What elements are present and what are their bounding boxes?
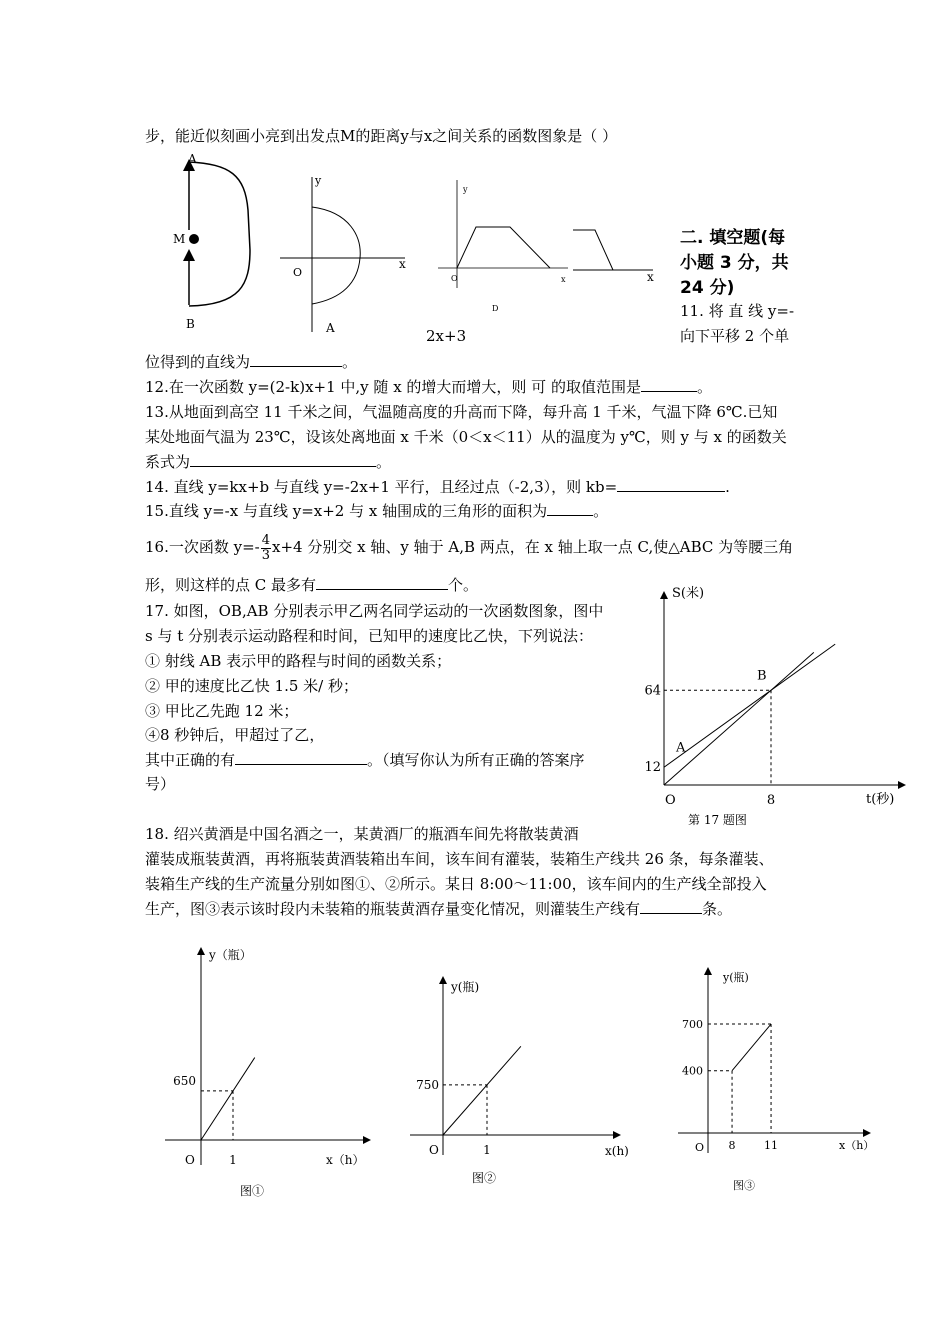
q13-line2: 某处地面气温为 23℃，设该处离地面 x 千米（0＜x＜11）从的温度为 y℃，则 y 与 x 的函数关: [145, 428, 787, 446]
figure-17-chart: [640, 580, 910, 830]
q13-end: 。: [376, 453, 392, 471]
q17-statement-4: ④8 秒钟后，甲超过了乙，: [145, 726, 325, 744]
q16-part1: 16.一次函数 y=-: [145, 538, 260, 556]
q18-line1: 18. 绍兴黄酒是中国名酒之一，某黄酒厂的瓶酒车间先将散装黄酒: [145, 825, 579, 843]
q12-line: [145, 375, 712, 399]
option-d-caption: D: [492, 304, 499, 313]
chart-1-caption: 图①: [240, 1184, 265, 1198]
x-label: x: [399, 257, 406, 271]
q16-line1: [145, 533, 793, 563]
q14-line: [145, 475, 730, 499]
line-ab: [664, 644, 835, 767]
x-label: x: [561, 275, 566, 284]
q11-line: [145, 350, 357, 374]
track-figure: [170, 150, 270, 335]
y-label: y: [315, 174, 322, 187]
y-axis-label: S(米): [672, 586, 705, 601]
q15-answer-blank[interactable]: [547, 499, 593, 516]
origin-label: O: [293, 266, 303, 279]
q18-line2: 灌装成瓶装黄酒，再将瓶装黄酒装箱出车间，该车间有灌装，装箱生产线共 26 条，每条灌装、: [145, 850, 774, 868]
y-tick-750: 750: [416, 1077, 439, 1092]
line-ob: [664, 652, 814, 785]
stray-expression: 2x+3: [426, 327, 467, 345]
q17-line8: 号）: [145, 775, 176, 793]
option-a-caption: A: [326, 321, 335, 335]
q16-fraction: [261, 534, 271, 563]
q11-end: 。: [342, 353, 358, 371]
q16-line2: [145, 573, 478, 597]
section-heading-1: 二. 填空题(每: [680, 228, 786, 248]
q15-line: [145, 499, 608, 523]
q17-line1: 17. 如图，OB,AB 分别表示甲乙两名同学运动的一次函数图象，图中: [145, 602, 604, 620]
x-tick-8: 8: [766, 793, 776, 808]
track-label-b: B: [186, 317, 195, 331]
q17-line7-end: 。（填写你认为所有正确的答案序: [367, 751, 585, 769]
figure-18-chart-2: [405, 955, 635, 1190]
track-arc: [189, 162, 250, 306]
y-axis-label: y(瓶): [723, 971, 749, 984]
y-label: y: [463, 185, 468, 194]
fraction-denominator: 3: [261, 547, 271, 563]
q17-statement-2: ② 甲的速度比乙快 1.5 米/ 秒；: [145, 677, 358, 695]
chart-3-caption: 图③: [733, 1179, 755, 1192]
point-a-label: A: [676, 740, 686, 756]
q17-answer-blank[interactable]: [235, 748, 367, 765]
figure-18-chart-1: [160, 945, 380, 1205]
x-axis-label: x（h）: [839, 1139, 875, 1152]
q18-text: 生产，图③表示该时段内未装箱的瓶装黄酒存量变化情况，则灌装生产线有: [145, 900, 641, 918]
origin-label: O: [185, 1153, 195, 1167]
track-label-m: M: [173, 232, 186, 246]
y-tick-700: 700: [682, 1018, 703, 1032]
q16-end: 个。: [448, 576, 479, 594]
q18-answer-blank[interactable]: [640, 897, 702, 914]
q12-end: 。: [696, 378, 712, 396]
track-label-a: A: [188, 152, 197, 166]
chart-2-caption: 图②: [472, 1171, 497, 1185]
figure-18-chart-3: [675, 965, 885, 1200]
origin-label: O: [665, 793, 676, 808]
trapezoid-line: [457, 227, 550, 268]
y-tick-400: 400: [682, 1064, 703, 1078]
intro-line: 步，能近似刻画小亮到出发点M的距离y与x之间关系的函数图象是（ ）: [145, 127, 618, 145]
point-b-label: B: [757, 668, 767, 684]
origin-label: O: [451, 274, 458, 283]
q18-end: 条。: [702, 900, 733, 918]
q12-answer-blank[interactable]: [641, 375, 697, 392]
q16-part2: x+4 分别交 x 轴、y 轴于 A,B 两点，在 x 轴上取一点 C,使△ABC 为等腰三角: [272, 538, 794, 556]
q16-answer-blank[interactable]: [316, 573, 448, 590]
x-axis-label: t(秒): [866, 792, 895, 807]
q14-answer-blank[interactable]: [617, 475, 725, 492]
q11-part1: 11. 将 直 线 y=-: [680, 302, 795, 320]
boxing-rate-line: [443, 1046, 521, 1135]
x-tick-1: 1: [229, 1153, 237, 1167]
y-tick-650: 650: [173, 1073, 196, 1088]
q17-line2: s 与 t 分别表示运动路程和时间，已知甲的速度比乙快，下列说法：: [145, 627, 594, 645]
y-tick-12: 12: [644, 760, 661, 776]
q15-end: 。: [593, 502, 609, 520]
q11-part2: 向下平移 2 个单: [680, 327, 790, 345]
q16-text: 形，则这样的点 C 最多有: [145, 576, 317, 594]
q13-answer-blank[interactable]: [190, 450, 376, 467]
q17-statement-3: ③ 甲比乙先跑 12 米；: [145, 702, 299, 720]
option-d-graph: [573, 225, 658, 285]
q14-text: 14. 直线 y=kx+b 与直线 y=-2x+1 平行，且经过点（-2,3），则 kb=: [145, 478, 618, 496]
half-circle-curve: [312, 207, 360, 304]
y-axis-label: y（瓶）: [209, 948, 252, 962]
figure-17-caption: 第 17 题图: [688, 813, 747, 827]
q17-text: 其中正确的有: [145, 751, 236, 769]
option-a-graph: [280, 172, 415, 337]
x-axis-label: x（h）: [326, 1153, 365, 1167]
filling-rate-line: [201, 1058, 255, 1140]
y-axis-label: y(瓶): [451, 980, 480, 994]
section-heading-3: 24 分): [680, 278, 735, 298]
x-axis-label: x(h): [605, 1144, 629, 1158]
stock-line: [732, 1024, 771, 1071]
falling-line: [573, 230, 613, 270]
x-tick-1: 1: [483, 1143, 491, 1157]
q18-line4: [145, 897, 732, 921]
fraction-numerator: 4: [261, 532, 271, 548]
q17-line7: [145, 748, 585, 772]
y-tick-64: 64: [644, 683, 661, 699]
q17-statement-1: ① 射线 AB 表示甲的路程与时间的函数关系；: [145, 652, 452, 670]
section-heading-2: 小题 3 分，共: [680, 253, 789, 273]
q11-answer-blank[interactable]: [250, 350, 342, 367]
x-tick-8: 8: [728, 1139, 736, 1152]
x-tick-11: 11: [764, 1139, 779, 1152]
q12-text: 12.在一次函数 y=(2-k)x+1 中,y 随 x 的增大而增大，则 可 的取值范围是: [145, 378, 641, 396]
option-c-graph: [438, 180, 578, 315]
q18-line3: 装箱生产线的生产流量分别如图①、②所示。某日 8:00～11:00，该车间内的生产线全部投入: [145, 875, 767, 893]
q13-text: 系式为: [145, 453, 191, 471]
point-m-dot: [189, 234, 199, 244]
origin-label: O: [695, 1141, 705, 1154]
q13-line3: [145, 450, 391, 474]
q15-text: 15.直线 y=-x 与直线 y=x+2 与 x 轴围成的三角形的面积为: [145, 502, 548, 520]
q13-line1: 13.从地面到高空 11 千米之间，气温随高度的升高而下降，每升高 1 千米，气温下降 6℃.已知: [145, 403, 778, 421]
origin-label: O: [429, 1143, 439, 1157]
x-label: x: [647, 270, 654, 284]
q11-text: 位得到的直线为: [145, 353, 251, 371]
q14-end: .: [725, 478, 730, 496]
